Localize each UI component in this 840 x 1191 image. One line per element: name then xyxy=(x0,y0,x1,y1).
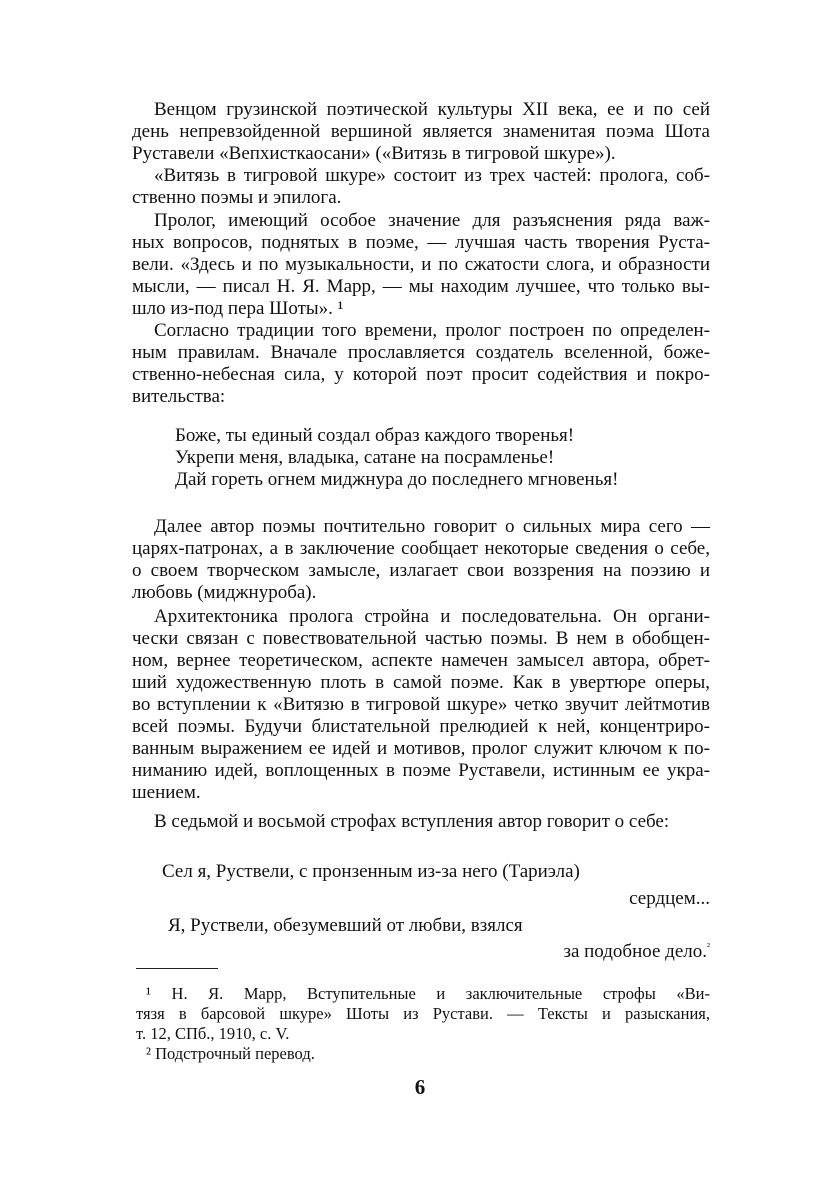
footnote-mark: ¹ xyxy=(146,984,151,1003)
text-line: Венцом грузинской поэтической культуры XII века, ее и по сей xyxy=(154,99,710,120)
quote-line-continuation xyxy=(162,941,710,963)
footnote-ref-2: ² xyxy=(707,941,710,953)
text-line: всей поэмы. Будучи блистательной прелюдией к ней, концентриро- xyxy=(132,716,710,737)
quote-line: Я, Руствели, обезумевший от любви, взялся xyxy=(168,915,523,936)
text-line: любовь (миджнуроба). xyxy=(132,582,317,603)
text-line: Архитектоника пролога стройна и последовательна. Он органи- xyxy=(154,606,710,627)
text-line: мысли, — писал Н. Я. Марр, — мы находим лучшее, что только вы- xyxy=(132,276,710,297)
text-line: шло из-под пера Шоты». ¹ xyxy=(132,298,344,319)
footnote-2 xyxy=(136,1044,710,1064)
text-line: вели. «Здесь и по музыкальности, и по сжатости слога, и образности xyxy=(132,254,710,275)
text-line: «Витязь в тигровой шкуре» состоит из трех частей: пролога, соб- xyxy=(154,165,710,186)
text-line: во вступлении к «Витязю в тигровой шкуре» четко звучит лейтмотив xyxy=(132,694,710,715)
text-line: ном, вернее теоретическом, аспекте намечен замысел автора, обрет- xyxy=(132,650,710,671)
text-line: Согласно традиции того времени, пролог построен по определен- xyxy=(154,320,710,341)
verse-line: Боже, ты единый создал образ каждого творенья! xyxy=(175,425,575,446)
text-line: ванным выражением ее идей и мотивов, пролог служит ключом к по- xyxy=(132,738,710,759)
text-line: ных вопросов, поднятых в поэме, — лучшая часть творения Руста- xyxy=(132,232,710,253)
text-line: Руставели «Вепхисткаосани» («Витязь в тигровой шкуре»). xyxy=(132,143,616,164)
text-line: день непревзойденной вершиной является знаменитая поэма Шота xyxy=(132,121,710,142)
text-line: ственно-небесная сила, у которой поэт просит содействия и покро- xyxy=(132,364,710,385)
footnote-mark: ² xyxy=(146,1044,151,1063)
footnote-text: т. 12, СПб., 1910, с. V. xyxy=(136,1024,290,1043)
text-line: вительства: xyxy=(132,386,226,407)
text-line: Далее автор поэмы почтительно говорит о сильных мира сего — xyxy=(154,516,710,537)
quote-line: Сел я, Руствели, с пронзенным из-за него (Тариэла) xyxy=(162,861,580,882)
text-line: ственно поэмы и эпилога. xyxy=(132,187,342,208)
footnote-text: Подстрочный перевод. xyxy=(155,1044,315,1063)
page-number: 6 xyxy=(414,1075,426,1099)
footnote-text: Н. Я. Марр, Вступительные и заключительные строфы «Ви- xyxy=(171,984,710,1003)
text-line: ным правилам. Вначале прославляется создатель вселенной, боже- xyxy=(132,342,710,363)
verse-line: Укрепи меня, владыка, сатане на посрамленье! xyxy=(175,447,555,468)
text-line: Пролог, имеющий особое значение для разъяснения ряда важ- xyxy=(154,210,710,231)
verse-line: Дай гореть огнем миджнура до последнего мгновенья! xyxy=(175,469,619,490)
quote-line-continuation: сердцем... xyxy=(629,888,710,909)
text-line: шением. xyxy=(132,782,201,803)
footnote-1 xyxy=(136,984,710,1004)
text-line: ниманию идей, воплощенных в поэме Руставели, истинным ее укра- xyxy=(132,760,710,781)
text-line: царях-патронах, а в заключение сообщает некоторые сведения о себе, xyxy=(132,538,710,559)
text-line: В седьмой и восьмой строфах вступления автор говорит о себе: xyxy=(154,811,670,832)
text-line: чески связан с повествовательной частью поэмы. В нем в обобщен- xyxy=(132,628,710,649)
footnote-divider xyxy=(136,968,218,969)
footnote-text: тязя в барсовой шкуре» Шоты из Рустави. — Тексты и разыскания, xyxy=(136,1004,710,1023)
text-line: ший художественную плоть в самой поэме. Как в увертюре оперы, xyxy=(132,672,710,693)
text-line: о своем творческом замысле, излагает свои воззрения на поэзию и xyxy=(132,560,710,581)
quote-text: за подобное дело. xyxy=(563,941,707,962)
